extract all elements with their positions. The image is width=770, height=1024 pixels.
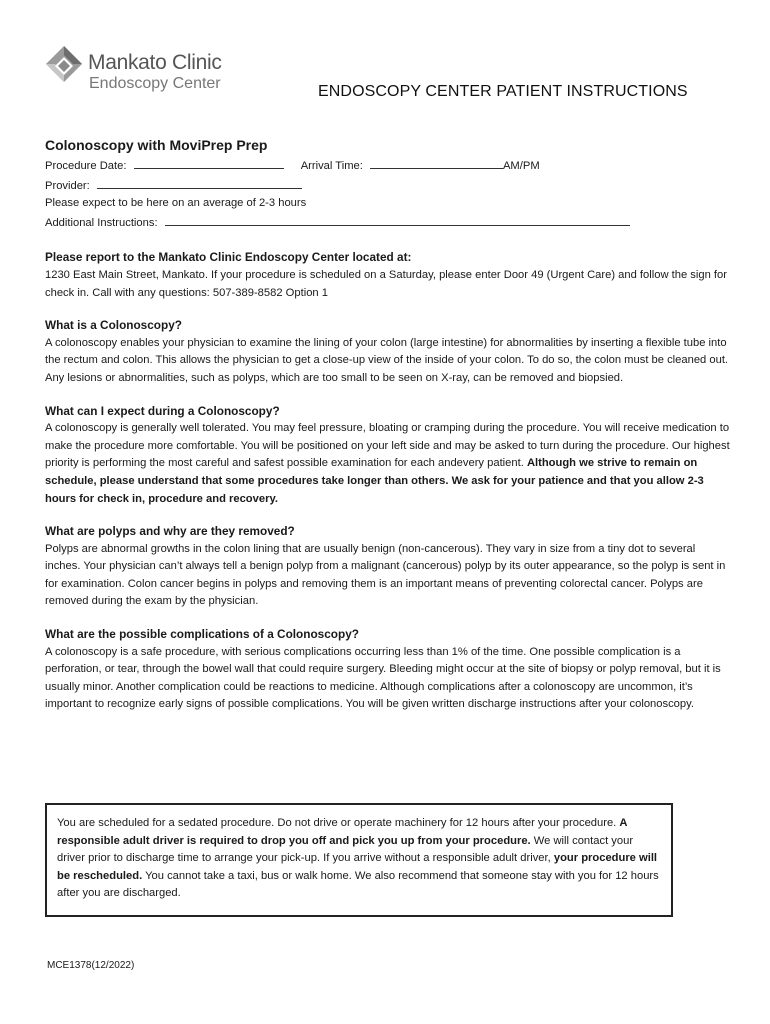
clinic-logo-icon — [44, 44, 84, 88]
expect-body: A colonoscopy is generally well tolerated. You may feel pressure, bloating or cramping during the procedure. You will receive medication to make the procedure more comfortable. You will be positioned on your left side and may be asked to turn during the procedure. Our highest priority is performing the most careful and safest possible examination for each andevery patient. — [45, 422, 730, 470]
what-is-heading: What is a Colonoscopy? — [45, 318, 182, 333]
additional-instructions-label: Additional Instructions: — [45, 216, 158, 229]
provider-field[interactable] — [97, 176, 302, 189]
polyps-body: Polyps are abnormal growths in the colon lining that are usually benign (non-cancerous). They vary in size from a tiny dot to several inches. Your physician can’t always tell a benign polyp from a malignant (cancerous) polyp by its outer appearance, so the polyp is sent in for examination. Colon cancer begins in polyps and removing them is an important means of preventing colorectal cancer. Polyps are removed during the exam by the physician. — [45, 542, 726, 608]
form-code: MCE1378(12/2022) — [47, 960, 135, 971]
procedure-date-field[interactable] — [134, 156, 284, 169]
notice-text-3: You cannot take a taxi, bus or walk home. We also recommend that someone stay with you for 12 hours after you are discharged. — [57, 869, 659, 900]
procedure-title: Colonoscopy with MoviPrep Prep — [45, 137, 268, 153]
notice-text-2: We will contact your driver prior to discharge time to arrange your pick-up. If you arrive without a responsible adult driver, — [57, 834, 634, 865]
notice-bold-2: your procedure will be rescheduled. — [57, 852, 658, 882]
arrival-time-field[interactable] — [370, 156, 503, 169]
notice-bold-1: A responsible adult driver is required to drop you off and pick you up from your procedure. — [57, 817, 628, 847]
expect-paragraph — [45, 420, 730, 508]
additional-instructions-row — [45, 213, 730, 233]
instructions-body — [45, 136, 730, 714]
polyps-heading: What are polyps and why are they removed? — [45, 524, 295, 539]
notice-text-1: You are scheduled for a sedated procedure. Do not drive or operate machinery for 12 hours after your procedure. — [57, 817, 620, 829]
am-pm-label: AM/PM — [502, 160, 540, 172]
provider-row — [45, 176, 730, 196]
expect-duration: Please expect to be here on an average of 2-3 hours — [45, 197, 307, 210]
complications-body: A colonoscopy is a safe procedure, with serious complications occurring less than 1% of the time. One possible complication is a perforation, or tear, through the bowel wall that could require surgery. Bleeding might occur at the site of biopsy or polyp removal, but it is usually minor. Another complication could be reactions to medicine. Although complications after a colonoscopy are uncommon, it’s important to recognize early signs of possible complications. You will be given written discharge instructions after your colonoscopy. — [45, 645, 721, 711]
sedation-notice-box — [45, 803, 673, 917]
expect-heading: What can I expect during a Colonoscopy? — [45, 403, 280, 418]
procedure-date-row — [45, 156, 730, 176]
report-heading: Please report to the Mankato Clinic Endoscopy Center located at: — [45, 250, 412, 265]
mankato-clinic-logo — [44, 44, 244, 94]
expect-bold: Although we strive to remain on schedule, please understand that some procedures take longer than others. We ask for your patience and that you allow 2-3 hours for check in, procedure and recovery. — [45, 457, 704, 505]
page-title: ENDOSCOPY CENTER PATIENT INSTRUCTIONS — [318, 83, 688, 100]
provider-label: Provider: — [45, 179, 90, 192]
logo-subtitle: Endoscopy Center — [89, 75, 221, 92]
arrival-time-label: Arrival Time: — [300, 160, 363, 172]
report-body: 1230 East Main Street, Mankato. If your procedure is scheduled on a Saturday, please enter Door 49 (Urgent Care) and follow the sign for check in. Call with any questions: 507-389-8582 Option 1 — [45, 268, 727, 299]
logo-name: Mankato Clinic — [88, 51, 222, 74]
procedure-date-label: Procedure Date: — [45, 160, 127, 172]
complications-heading: What are the possible complications of a Colonoscopy? — [45, 627, 359, 642]
additional-instructions-field[interactable] — [165, 213, 630, 226]
what-is-body: A colonoscopy enables your physician to examine the lining of your colon (large intestine) for abnormalities by inserting a flexible tube into the rectum and colon. This allows the physician to get a close-up view of the inside of your colon. To do so, the colon must be cleaned out. Any lesions or abnormalities, such as polyps, which are too small to be seen on X-ray, can be removed and biopsied. — [45, 336, 729, 384]
